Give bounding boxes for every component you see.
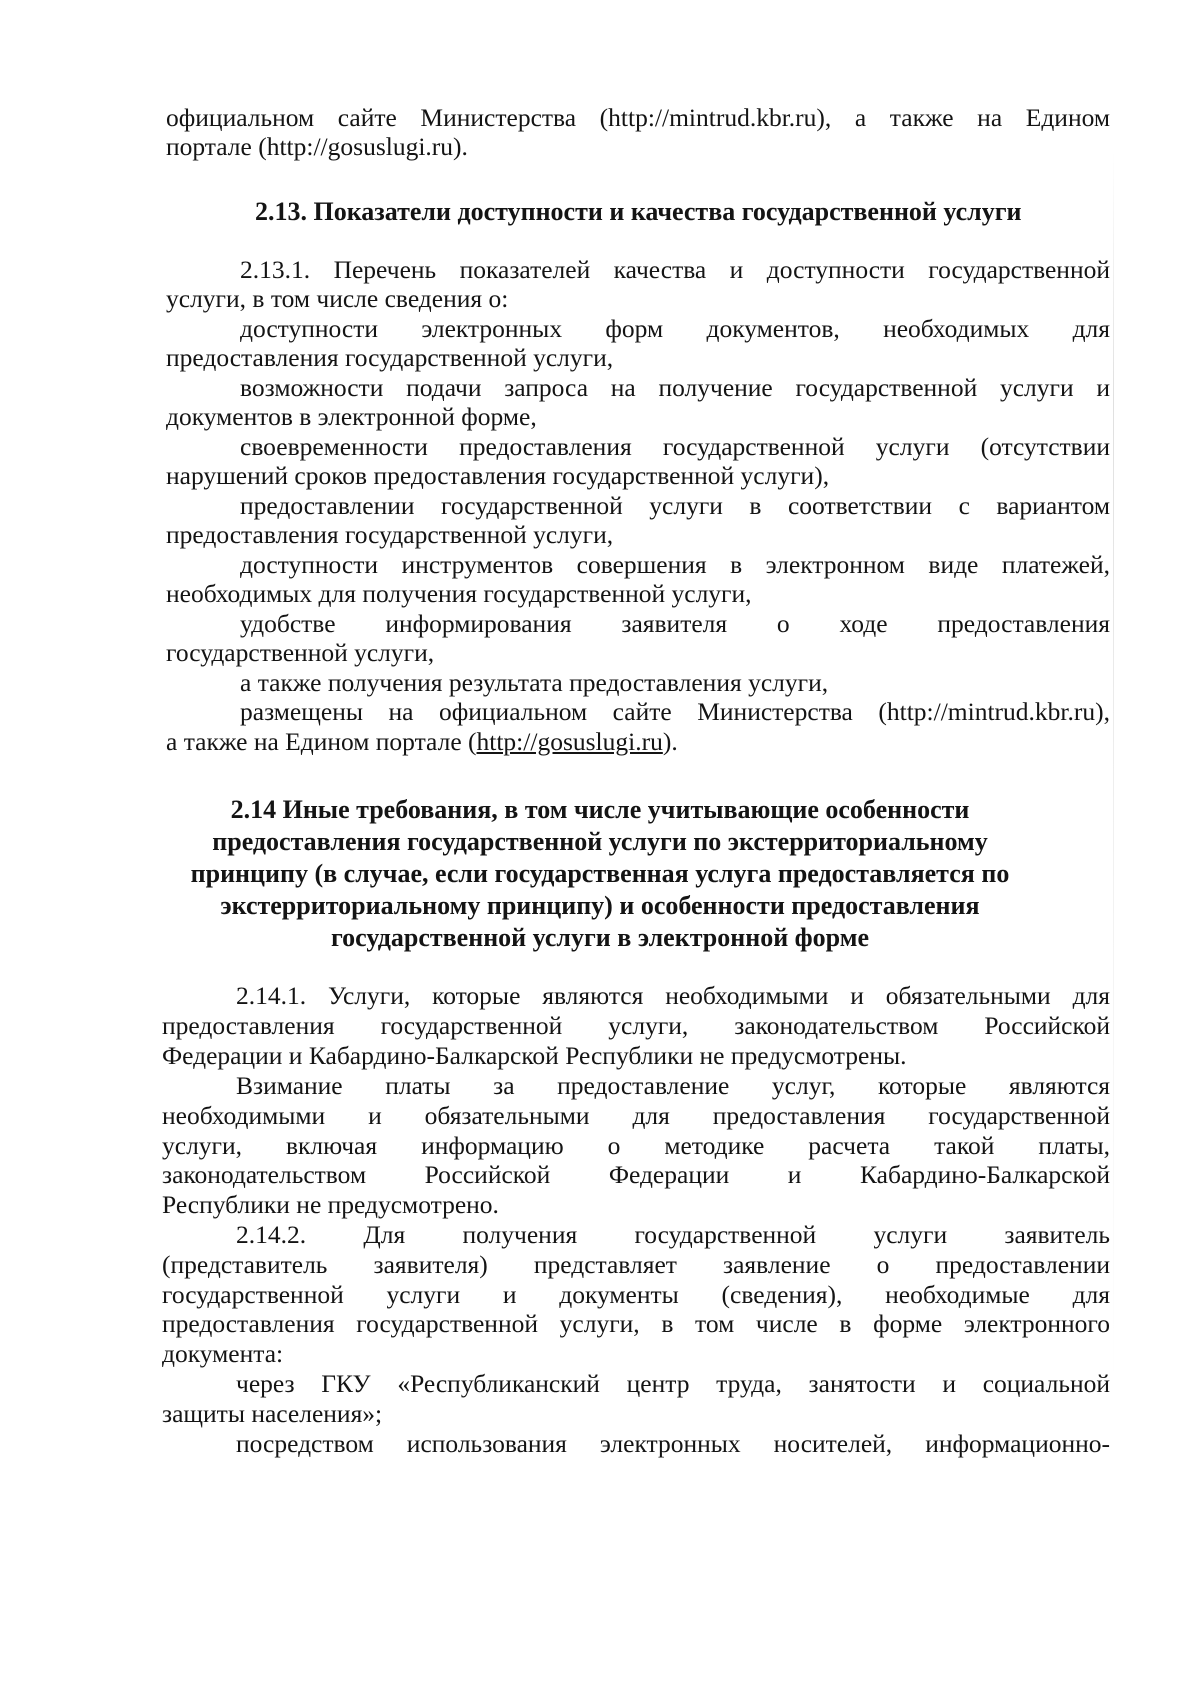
para-2-14-2-line-4: предоставления государственной услуги, в том числе в форме электронного <box>162 1309 1110 1338</box>
item-7-line-1: а также получения результата предоставления услуги, <box>240 668 829 697</box>
item-8-line-1: размещены на официальном сайте Министерства (http://mintrud.kbr.ru), <box>240 697 1110 726</box>
para-2-14-2-line-1: 2.14.2. Для получения государственной услуги заявитель <box>236 1220 1110 1249</box>
para-fee-line-5: Республики не предусмотрено. <box>162 1190 499 1219</box>
para-2-14-1-line-3: Федерации и Кабардино-Балкарской Республики не предусмотрены. <box>162 1041 907 1070</box>
item-4-line-1: предоставлении государственной услуги в соответствии с вариантом <box>240 491 1110 520</box>
channel-gku-line-1: через ГКУ «Республиканский центр труда, занятости и социальной <box>236 1369 1110 1398</box>
item-6-line-1: удобстве информирования заявителя о ходе предоставления <box>240 609 1110 638</box>
item-8-line-2-prefix: а также на Едином портале ( <box>166 727 477 756</box>
para-2-14-2-line-3: государственной услуги и документы (сведения), необходимые для <box>162 1280 1110 1309</box>
item-5-line-2: необходимых для получения государственной услуги, <box>166 579 752 608</box>
para-2-14-1-line-2: предоставления государственной услуги, законодательством Российской <box>162 1011 1110 1040</box>
section-2-14-heading-line-5: государственной услуги в электронной форме <box>331 923 869 952</box>
para-fee-line-4: законодательством Российской Федерации и Кабардино-Балкарской <box>162 1160 1110 1189</box>
item-3-line-1: своевременности предоставления государственной услуги (отсутствии <box>240 432 1110 461</box>
section-2-13-heading: 2.13. Показатели доступности и качества государственной услуги <box>255 197 1022 226</box>
para-2-14-1-line-1: 2.14.1. Услуги, которые являются необходимыми и обязательными для <box>236 981 1110 1010</box>
item-6-line-2: государственной услуги, <box>166 638 435 667</box>
section-2-14-heading-line-3: принципу (в случае, если государственная услуга предоставляется по <box>190 859 1010 888</box>
channel-gku-line-2: защиты населения»; <box>162 1399 383 1428</box>
para-2-13-1-line-2: услуги, в том числе сведения о: <box>166 284 509 313</box>
para-2-14-2-line-2: (представитель заявителя) представляет заявление о предоставлении <box>162 1250 1110 1279</box>
para-fee-line-3: услуги, включая информацию о методике расчета такой платы, <box>162 1131 1110 1160</box>
item-4-line-2: предоставления государственной услуги, <box>166 520 614 549</box>
item-1-line-1: доступности электронных форм документов, необходимых для <box>240 314 1110 343</box>
para-fee-line-1: Взимание платы за предоставление услуг, которые являются <box>236 1071 1110 1100</box>
item-8-line-2 <box>166 727 678 757</box>
section-2-14-heading-line-4: экстерриториальному принципу) и особенности предоставления <box>220 891 980 920</box>
item-2-line-1: возможности подачи запроса на получение государственной услуги и <box>240 373 1110 402</box>
item-3-line-2: нарушений сроков предоставления государственной услуги), <box>166 461 830 490</box>
section-2-14-heading-line-2: предоставления государственной услуги по экстерриториальному <box>212 827 988 856</box>
gosuslugi-link[interactable]: http://gosuslugi.ru <box>476 727 663 756</box>
item-8-line-2-suffix: ). <box>662 727 678 756</box>
channel-electronic-line-1: посредством использования электронных носителей, информационно- <box>236 1429 1110 1458</box>
scan-edge-shadow <box>1113 150 1114 1390</box>
para-fee-line-2: необходимыми и обязательными для предоставления государственной <box>162 1101 1110 1130</box>
item-2-line-2: документов в электронной форме, <box>166 402 537 431</box>
intro-line-2: портале (http://gosuslugi.ru). <box>166 132 468 161</box>
intro-line-1: официальном сайте Министерства (http://mintrud.kbr.ru), а также на Едином <box>166 103 1110 132</box>
para-2-14-2-line-5: документа: <box>162 1339 284 1368</box>
section-2-14-heading-line-1: 2.14 Иные требования, в том числе учитывающие особенности <box>230 795 970 824</box>
item-5-line-1: доступности инструментов совершения в электронном виде платежей, <box>240 550 1110 579</box>
item-1-line-2: предоставления государственной услуги, <box>166 343 614 372</box>
para-2-13-1-line-1: 2.13.1. Перечень показателей качества и доступности государственной <box>240 255 1110 284</box>
